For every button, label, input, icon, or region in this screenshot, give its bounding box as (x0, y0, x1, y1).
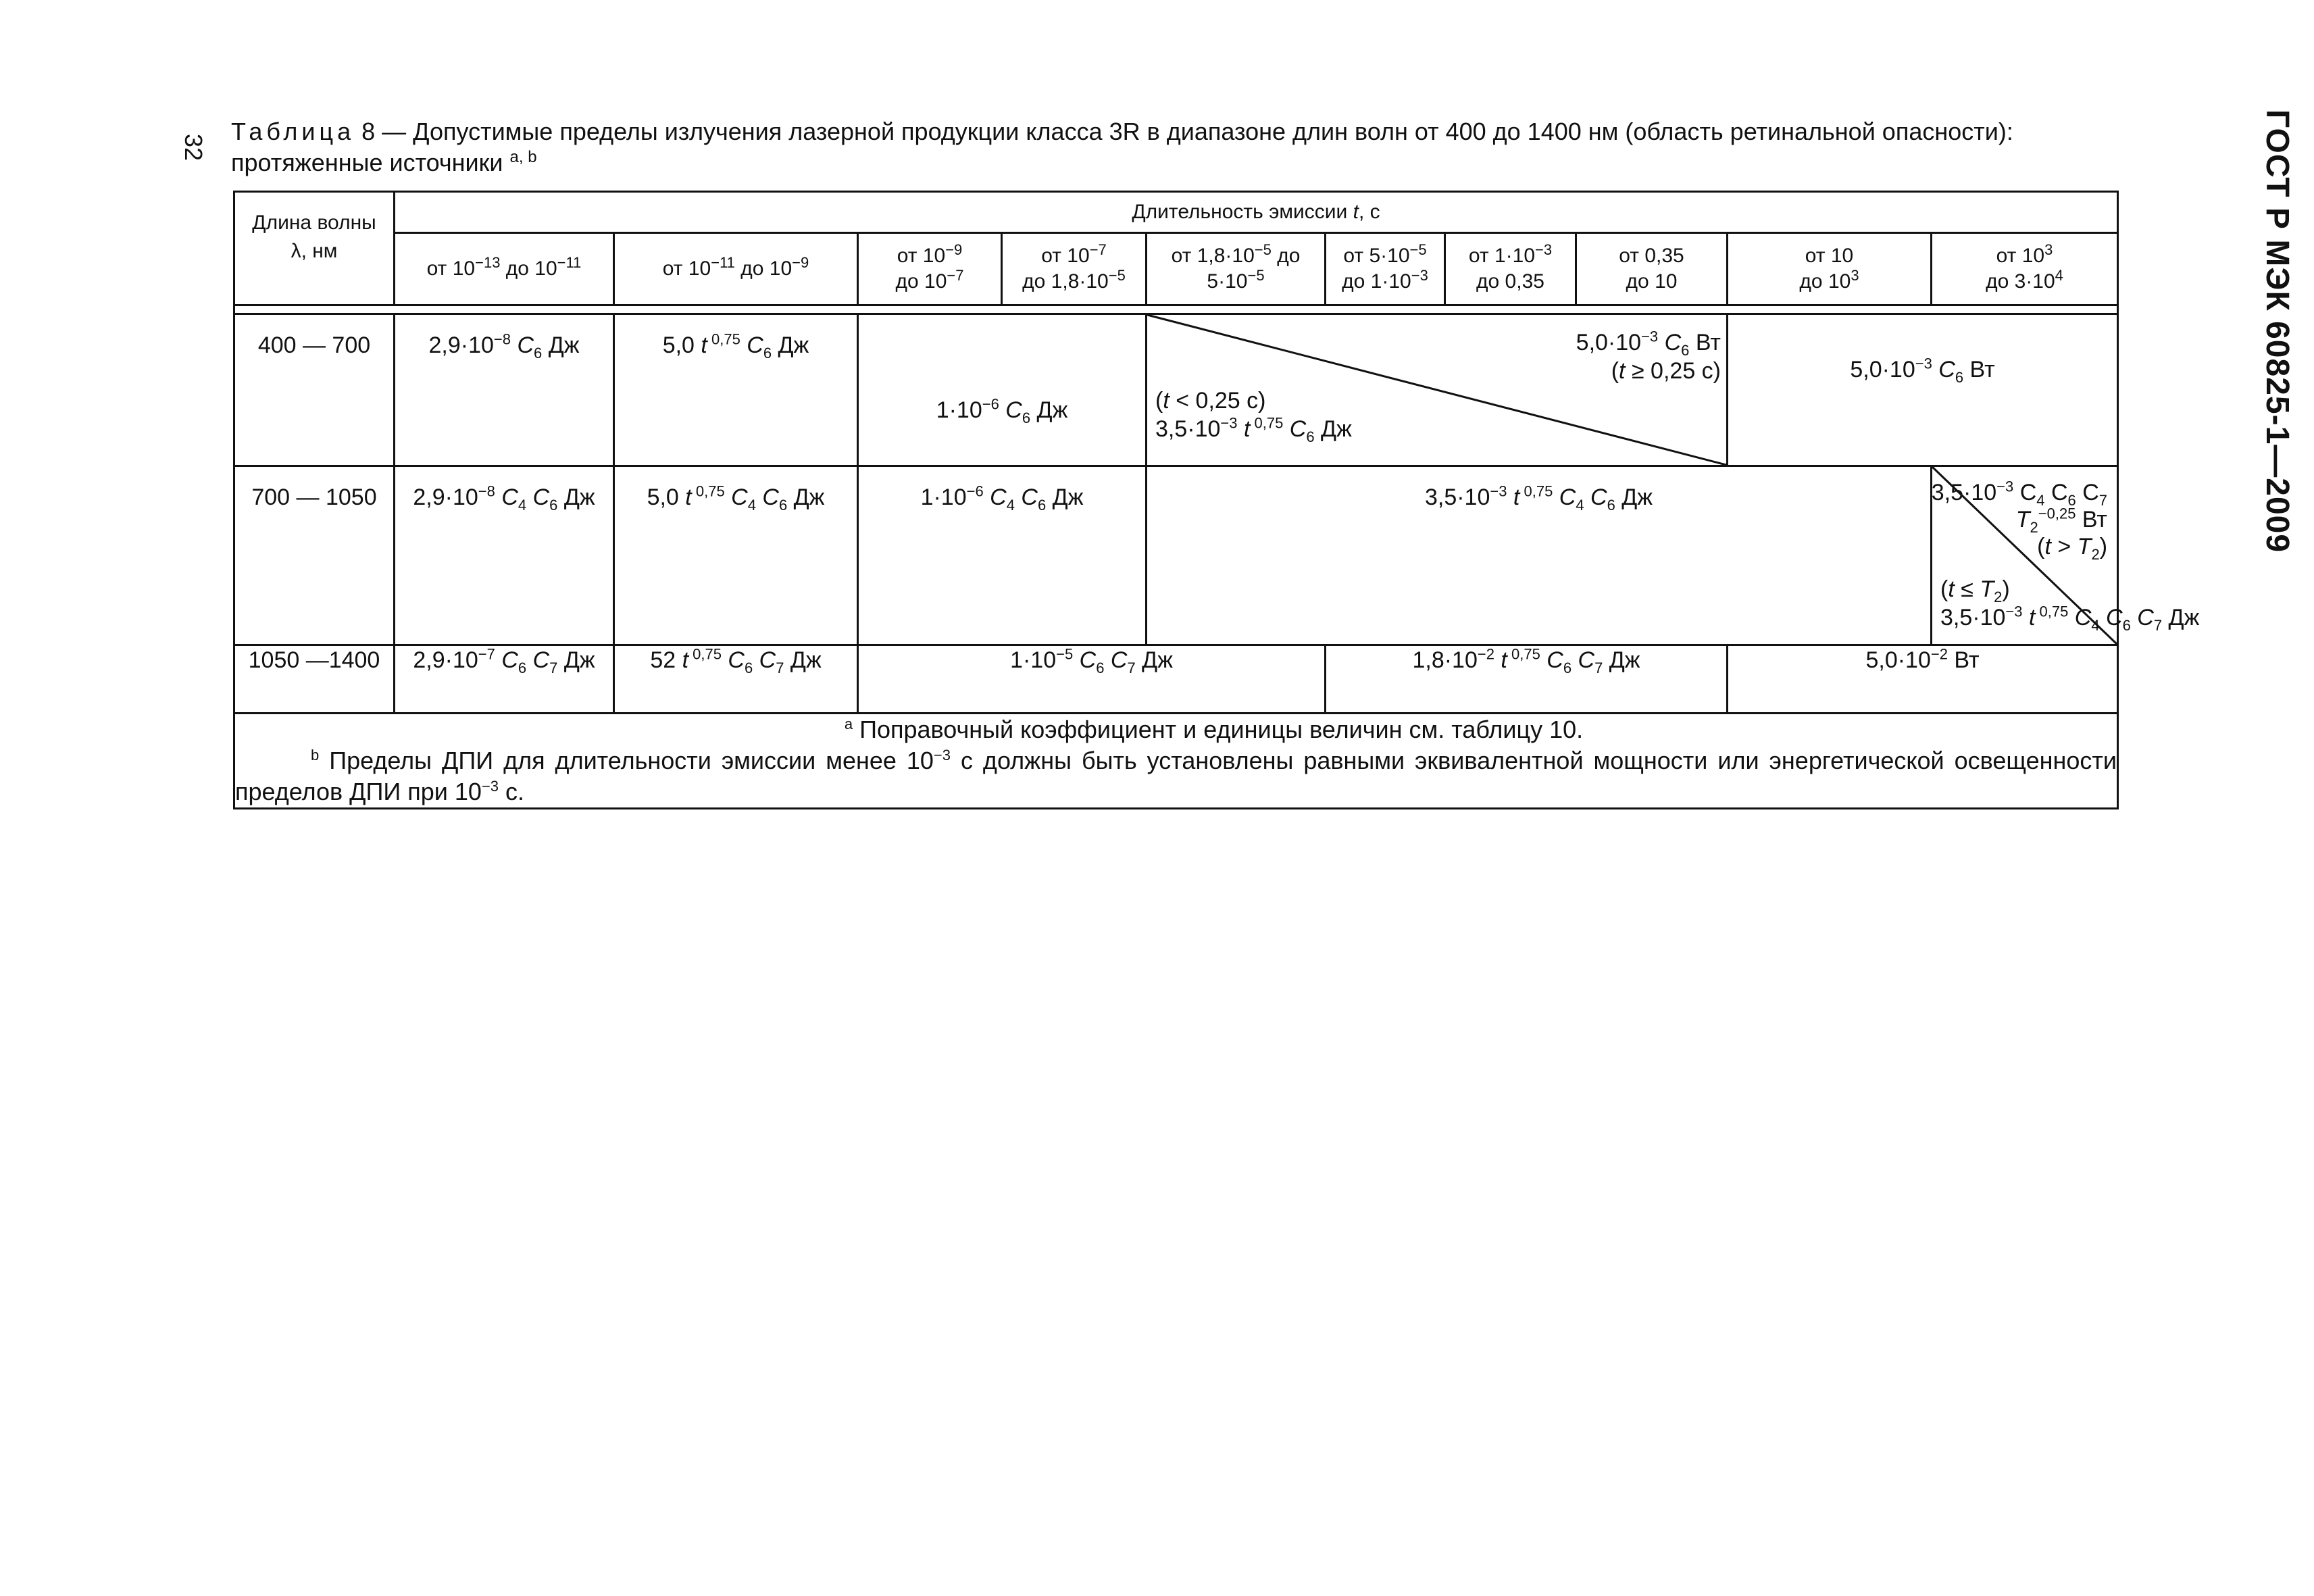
header-col-8 (1576, 233, 1728, 305)
page-number: 32 (180, 133, 208, 161)
hc5-l2: 5·10 (1207, 270, 1248, 293)
footnote-b-text1: Пределы ДПИ для длительности эмиссии менее 10 (319, 747, 934, 774)
r2du-a: 3,5·10 (1931, 480, 1997, 505)
r1dl-unit: Дж (1314, 416, 1352, 442)
hc8-l2: до 10 (1626, 270, 1678, 293)
row1-wavelength (234, 314, 395, 466)
header-col-10 (1932, 233, 2118, 305)
header-wavelength-line1: Длина волны (252, 211, 376, 234)
limits-table (233, 191, 2200, 841)
r3c2-sub2: 7 (776, 659, 784, 676)
hc5-l1sup: −5 (1254, 241, 1272, 258)
r2dl-var: t (2022, 605, 2036, 630)
r2cm-sub2: 6 (1607, 496, 1615, 514)
hc10-l1: от 10 (1996, 245, 2045, 267)
r2du-condvar: t (2044, 534, 2051, 559)
hc10-l2: до 3·10 (1986, 270, 2055, 293)
hc3-l1: от 10 (897, 245, 946, 267)
r1c2-unit: Дж (772, 332, 809, 358)
footnote-a-text: Поправочный коэффициент и единицы величин см. таблицу 10. (853, 716, 1584, 743)
r2c1-sub2: 6 (549, 496, 558, 514)
r3c1-sup: −7 (478, 645, 495, 663)
r1cl-sup: −3 (1915, 355, 1932, 372)
r1cl-unit: Вт (1963, 357, 1995, 382)
hc6-l2sup: −3 (1411, 267, 1428, 284)
r1du-var: C (1658, 330, 1682, 355)
caption-line2: протяженные источники (231, 149, 503, 176)
r3c2-var2: C (721, 647, 745, 673)
row1-col3 (858, 314, 1147, 466)
table-row (234, 466, 2118, 645)
header-separator (234, 305, 2118, 314)
footnote-b-text2: с должны быть установлены равными эквивалентной мощности или энергетической освещенности пределов ДПИ при 10 (235, 747, 2117, 805)
row3-col1 (395, 645, 614, 714)
footnote-b (235, 745, 2117, 807)
header-duration-unit: , с (1359, 201, 1380, 223)
r1c2-var2: C (740, 332, 763, 358)
r2du-s7: 7 (2098, 491, 2108, 509)
header-duration-text: Длительность эмиссии (1132, 201, 1353, 223)
footnotes-row (234, 714, 2118, 809)
r2c2-var: t (685, 484, 692, 510)
r3c3-var: C (1073, 647, 1097, 673)
header-col-4 (1002, 233, 1147, 305)
row3-col-mid (1326, 645, 1728, 714)
r2c2-var2: C (724, 484, 748, 510)
r2du-t2: T (2015, 507, 2030, 532)
r2cm-sup: −3 (1490, 482, 1507, 500)
row2-wavelength-text: 700 — 1050 (251, 484, 377, 510)
r1cl-var: C (1932, 357, 1955, 382)
r1du-condtail: ≥ 0,25 с) (1625, 358, 1721, 384)
row2-wavelength (234, 466, 395, 645)
r2du-condsub: 2 (2091, 545, 2100, 563)
row2-diagonal-cell (1931, 466, 2200, 645)
hc7-l2: до 0,35 (1476, 270, 1544, 293)
table-row (234, 645, 2118, 714)
r3c3-unit: Дж (1135, 647, 1173, 673)
r3c2-var3: C (753, 647, 776, 673)
hc2-bsup: −9 (792, 254, 809, 271)
header-wavelength (234, 192, 395, 305)
r2c2-a: 5,0 (647, 484, 686, 510)
footnote-a-mark: a (844, 716, 853, 732)
hc1-asup: −13 (475, 254, 501, 271)
r1c3-unit: Дж (1030, 397, 1068, 423)
r2c3-sup: −6 (966, 482, 984, 500)
r2dl-condmid: ≤ (1954, 576, 1980, 602)
r2cm-sub: 4 (1576, 496, 1584, 514)
hc6-l2: до 1·10 (1342, 270, 1411, 293)
table-row (234, 314, 2118, 466)
r3cm-var2: C (1540, 647, 1563, 673)
header-col-3 (858, 233, 1002, 305)
row1-diag-lower (1155, 386, 1352, 443)
footnote-a (235, 714, 2117, 745)
r2dl-c7: C (2130, 605, 2154, 630)
r1c2-a: 5,0 (662, 332, 701, 358)
r1du-sup: −3 (1641, 328, 1659, 345)
r3c1-sub2: 7 (549, 659, 558, 676)
r2cm-var2: C (1553, 484, 1576, 510)
hc4-l2sup: −5 (1108, 267, 1126, 284)
hc9-l2sup: 3 (1851, 267, 1859, 284)
header-col-7 (1445, 233, 1576, 305)
r1c2-sup: 0,75 (707, 330, 740, 348)
r2cm-var: t (1507, 484, 1520, 510)
r3cm-var3: C (1571, 647, 1595, 673)
r3cm-a: 1,8·10 (1412, 647, 1478, 673)
hc10-l2sup: 4 (2055, 267, 2063, 284)
r2dl-c6: C (2099, 605, 2123, 630)
hc9-l1: от 10 (1805, 245, 1854, 267)
r1cl-sub: 6 (1955, 368, 1964, 386)
row2-col2 (614, 466, 858, 645)
r2du-condvar2: T (2077, 534, 2092, 559)
r1c1-var: C (517, 332, 534, 358)
r2dl-cond: ( (1940, 576, 1948, 602)
r1dl-var: t (1237, 416, 1251, 442)
r2dl-condsub: 2 (1994, 588, 2003, 605)
r1du-condvar: t (1619, 358, 1626, 384)
caption-text: 8 — Допустимые пределы излучения лазерной продукции класса 3R в диапазоне длин волн от 400 до 1400 нм (область ретинальной опасности): (355, 118, 2013, 145)
r2c3-unit: Дж (1046, 484, 1084, 510)
r1c2-sub: 6 (763, 344, 772, 361)
r1dl-condvar: t (1163, 388, 1169, 414)
hc9-l2: до 10 (1799, 270, 1851, 293)
r2du-condend: ) (2099, 534, 2108, 559)
row2-col3 (858, 466, 1147, 645)
row2-col1 (395, 466, 614, 645)
r3cl-sup: −2 (1930, 645, 1948, 663)
r1c1-unit: Дж (542, 332, 580, 358)
r1dl-sub: 6 (1306, 428, 1315, 445)
r2dl-sup2: 0,75 (2035, 603, 2069, 620)
hc3-l2: до 10 (895, 270, 947, 293)
r2dl-s4: 4 (2091, 616, 2100, 634)
hc7-l1sup: −3 (1535, 241, 1553, 258)
hc3-l2sup: −7 (947, 267, 964, 284)
r3c2-unit: Дж (784, 647, 822, 673)
r1c3-a: 1·10 (936, 397, 982, 423)
r3cm-unit: Дж (1603, 647, 1640, 673)
hc10-l1sup: 3 (2044, 241, 2053, 258)
hc4-l1sup: −7 (1089, 241, 1107, 258)
r1c1-sup: −8 (493, 330, 511, 348)
r2c3-var2: C (1014, 484, 1038, 510)
row1-col1 (395, 314, 614, 466)
r1du-sub: 6 (1681, 341, 1690, 359)
r2c2-sub2: 6 (778, 496, 788, 514)
document-code: ГОСТ Р МЭК 60825-1—2009 (2259, 109, 2295, 553)
footnote-b-text3: с. (499, 778, 525, 805)
header-col-6 (1326, 233, 1445, 305)
r2c2-sup: 0,75 (691, 482, 725, 500)
hc1-a: от 10 (426, 257, 476, 280)
hc5-l1: от 1,8·10 (1171, 245, 1255, 267)
r1c3-sup: −6 (982, 395, 999, 413)
r3c1-sub: 6 (518, 659, 527, 676)
row2-diag-upper (1931, 478, 2108, 563)
r2cm-unit: Дж (1615, 484, 1653, 510)
r2dl-s7: 7 (2153, 616, 2163, 634)
hc7-l1: от 1·10 (1468, 245, 1536, 267)
r2dl-unit: Дж (2162, 605, 2200, 630)
hc2-b: до 10 (734, 257, 793, 280)
row1-wavelength-text: 400 — 700 (257, 332, 371, 358)
header-col-9 (1728, 233, 1932, 305)
caption-footnote-refs: a, b (509, 148, 537, 166)
header-col-1 (395, 233, 614, 305)
hc2-asup: −11 (711, 254, 735, 271)
r1c3-sub: 6 (1022, 409, 1031, 426)
row3-col-long (1728, 645, 2118, 714)
r2c2-var3: C (755, 484, 779, 510)
r3c3-var2: C (1104, 647, 1128, 673)
hc1-bsup: −11 (557, 254, 582, 271)
r2c1-sub: 4 (518, 496, 527, 514)
r2c3-var: C (983, 484, 1007, 510)
r3c1-var: C (495, 647, 518, 673)
r3cm-sup2: 0,75 (1507, 645, 1540, 663)
r3c1-a: 2,9·10 (413, 647, 478, 673)
r1c3-var: C (999, 397, 1022, 423)
footnote-b-sup1: −3 (933, 747, 951, 764)
hc5-l1tail: до (1271, 245, 1301, 267)
hc2-a: от 10 (662, 257, 711, 280)
r2dl-a: 3,5·10 (1940, 605, 2006, 630)
header-duration-var: t (1353, 201, 1359, 223)
r2dl-condvar: t (1948, 576, 1955, 602)
r1dl-a: 3,5·10 (1155, 416, 1221, 442)
r3c2-sup: 0,75 (688, 645, 722, 663)
hc4-l2: до 1,8·10 (1022, 270, 1109, 293)
hc5-l2sup: −5 (1247, 267, 1265, 284)
r3cm-var: t (1494, 647, 1507, 673)
r3cl-a: 5,0·10 (1865, 647, 1931, 673)
r2c1-var: C (495, 484, 518, 510)
r2du-c7: C (2076, 480, 2099, 505)
row3-col3 (858, 645, 1326, 714)
r1dl-var2: C (1283, 416, 1307, 442)
hc6-l1sup: −5 (1409, 241, 1427, 258)
r2dl-condvar2: T (1980, 576, 1994, 602)
r2dl-c4: C (2068, 605, 2092, 630)
r1dl-cond: ( (1155, 388, 1163, 414)
r2cm-sup2: 0,75 (1519, 482, 1553, 500)
r3cl-unit: Вт (1947, 647, 1980, 673)
r3c3-sub2: 7 (1127, 659, 1136, 676)
footnotes-cell (234, 714, 2118, 809)
header-col-5 (1147, 233, 1326, 305)
r1dl-sup2: 0,75 (1250, 414, 1284, 432)
footnote-b-mark: b (311, 747, 320, 764)
r2du-cond: ( (2037, 534, 2045, 559)
r2dl-condend: ) (2002, 576, 2010, 602)
r1dl-condtail: < 0,25 с) (1169, 388, 1266, 414)
r1du-unit: Вт (1689, 330, 1721, 355)
header-wavelength-line2: λ, нм (291, 240, 338, 262)
r3c3-a: 1·10 (1010, 647, 1057, 673)
row1-diagonal-cell (1147, 314, 1728, 466)
r3c2-var: t (682, 647, 689, 673)
hc1-b: до 10 (500, 257, 557, 280)
row1-diag-upper (1576, 328, 1721, 385)
r2du-t2sup: −0,25 (2038, 505, 2076, 522)
r3c1-var2: C (526, 647, 550, 673)
row3-col2 (614, 645, 858, 714)
r3c3-sub: 6 (1096, 659, 1105, 676)
r2c1-a: 2,9·10 (413, 484, 478, 510)
r2c1-sup: −8 (478, 482, 495, 500)
hc3-l1sup: −9 (945, 241, 963, 258)
r2c1-var2: C (526, 484, 550, 510)
caption-label: Таблица (231, 118, 355, 145)
r1cl-a: 5,0·10 (1850, 357, 1915, 382)
r3c1-unit: Дж (557, 647, 595, 673)
r2du-s4: 4 (2036, 491, 2045, 509)
hc4-l1: от 10 (1041, 245, 1090, 267)
r2du-c6: C (2044, 480, 2068, 505)
hc8-l1: от 0,35 (1619, 245, 1684, 267)
footnote-b-sup2: −3 (481, 778, 499, 795)
row2-diag-lower (1940, 575, 2199, 632)
row1-col2 (614, 314, 858, 466)
r2cm-var3: C (1584, 484, 1607, 510)
r2du-sup: −3 (1996, 478, 2014, 495)
hc6-l1: от 5·10 (1343, 245, 1410, 267)
r3c3-sup: −5 (1056, 645, 1074, 663)
r2c2-sub: 4 (747, 496, 756, 514)
header-col-2 (614, 233, 858, 305)
separator-cell (234, 305, 2118, 314)
r1du-cond: ( (1611, 358, 1619, 384)
r2dl-s6: 6 (2122, 616, 2131, 634)
r1c2-var: t (701, 332, 707, 358)
r2cm-a: 3,5·10 (1424, 484, 1490, 510)
r1du-a: 5,0·10 (1576, 330, 1642, 355)
row1-col-long (1728, 314, 2118, 466)
r1c1-sub: 6 (534, 344, 543, 361)
table-caption (231, 116, 2123, 178)
r2du-condmid: > (2051, 534, 2078, 559)
r2c3-sub: 4 (1006, 496, 1015, 514)
r2c3-a: 1·10 (920, 484, 967, 510)
r3cm-sub: 6 (1563, 659, 1572, 676)
r2du-c4: C (2013, 480, 2037, 505)
row3-wavelength (234, 645, 395, 714)
r3c2-a: 52 (650, 647, 682, 673)
r2du-s6: 6 (2067, 491, 2076, 509)
header-duration (395, 192, 2118, 233)
row2-col-mid (1147, 466, 1932, 645)
r2du-t2sub: 2 (2030, 518, 2038, 536)
r2c3-sub2: 6 (1037, 496, 1047, 514)
r2dl-sup: −3 (2005, 603, 2023, 620)
r2c1-unit: Дж (557, 484, 595, 510)
r1dl-sup: −3 (1220, 414, 1238, 432)
r2c2-unit: Дж (787, 484, 825, 510)
r3c2-sub: 6 (744, 659, 753, 676)
r3cm-sup: −2 (1477, 645, 1494, 663)
r2du-unit: Вт (2076, 507, 2108, 532)
r3cm-sub2: 7 (1594, 659, 1603, 676)
row3-wavelength-text: 1050 —1400 (248, 647, 380, 673)
r1c1-a: 2,9·10 (428, 332, 494, 358)
